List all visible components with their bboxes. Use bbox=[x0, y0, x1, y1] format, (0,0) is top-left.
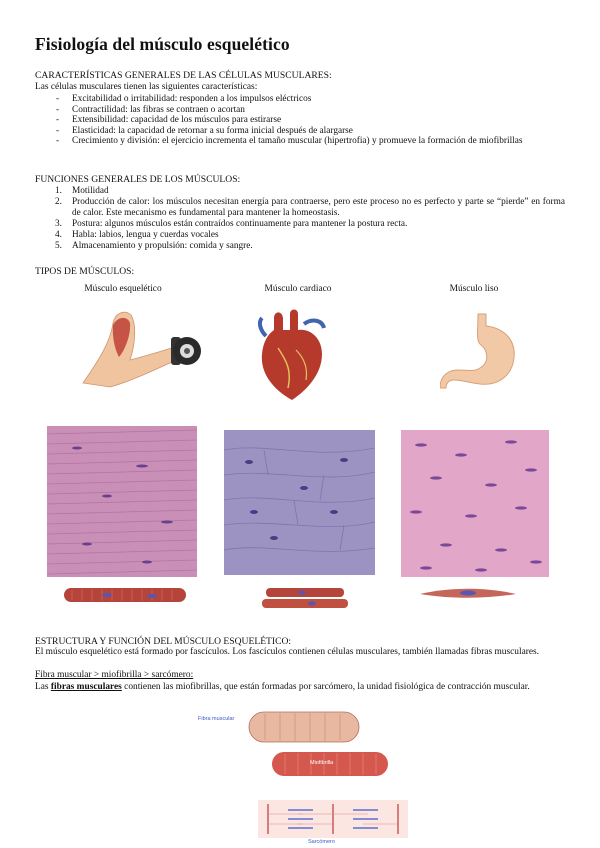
structure-paragraph: El músculo esquelético está formado por fascículos. Los fascículos contienen células musculares, también llamadas fibras musculares. bbox=[35, 647, 540, 657]
text-span: Las bbox=[35, 682, 51, 692]
list-item: - Crecimiento y división: el ejercicio incrementa el tamaño muscular (hipertrofia) y promueve la formación de miofibrillas bbox=[35, 136, 565, 147]
list-item bbox=[35, 230, 565, 241]
heart-illustration bbox=[252, 308, 332, 403]
myofibril-label: Miofibrilla bbox=[310, 760, 334, 766]
item-text: Producción de calor: los músculos necesitan energía para contraerse, pero este proceso no es perfecto y parte se “pierde” en forma de calor. Este mecanismo es fundamental para mantener la homeostasis. bbox=[72, 197, 565, 218]
item-text: Almacenamiento y propulsión: comida y sangre. bbox=[72, 241, 253, 251]
skeletal-fiber-drawing bbox=[62, 584, 188, 606]
characteristics-intro: Las células musculares tienen las siguientes características: bbox=[35, 82, 258, 92]
item-text: Postura: algunos músculos están contraídos continuamente para mantener la postura recta. bbox=[72, 219, 408, 229]
list-item bbox=[35, 186, 565, 197]
cardiac-fiber-drawing bbox=[262, 586, 350, 612]
item-text: Habla: labios, lengua y cuerdas vocales bbox=[72, 230, 219, 240]
item-number: 1. bbox=[55, 186, 62, 196]
cardiac-label: Músculo cardiaco bbox=[264, 284, 332, 294]
emphasis-span: fibras musculares bbox=[50, 682, 122, 692]
flexed-arm-illustration bbox=[75, 305, 205, 390]
list-item: - Extensibilidad: capacidad de los músculos para estirarse bbox=[35, 115, 565, 126]
fiber-paragraph bbox=[35, 682, 563, 693]
skeletal-tissue-micrograph bbox=[47, 426, 197, 577]
smooth-label: Músculo liso bbox=[449, 284, 499, 294]
item-number: 5. bbox=[55, 241, 62, 251]
smooth-tissue-micrograph bbox=[401, 430, 549, 577]
list-item: - Elasticidad: la capacidad de retornar a su forma inicial después de alargarse bbox=[35, 126, 565, 137]
types-heading: TIPOS DE MÚSCULOS: bbox=[35, 266, 135, 277]
item-number: 3. bbox=[55, 219, 62, 229]
list-item: - Excitabilidad o irritabilidad: responden a los impulsos eléctricos bbox=[35, 94, 565, 105]
stomach-illustration bbox=[440, 310, 525, 395]
item-text: Motilidad bbox=[72, 186, 109, 196]
item-number: 2. bbox=[55, 197, 62, 207]
list-item: - Contractilidad: las fibras se contraen o acortan bbox=[35, 105, 565, 116]
functions-list bbox=[35, 186, 565, 252]
muscle-fiber-drawing bbox=[245, 708, 365, 748]
fiber-hierarchy-diagram bbox=[190, 708, 410, 848]
sarcomere-drawing bbox=[258, 800, 408, 838]
page-title: Fisiología del músculo esquelético bbox=[35, 34, 290, 54]
list-item bbox=[35, 241, 565, 252]
fiber-label: Fibra muscular bbox=[198, 716, 235, 722]
cardiac-tissue-micrograph bbox=[224, 430, 375, 575]
characteristics-heading: CARACTERÍSTICAS GENERALES DE LAS CÉLULAS MUSCULARES: bbox=[35, 70, 332, 81]
functions-heading: FUNCIONES GENERALES DE LOS MÚSCULOS: bbox=[35, 174, 241, 185]
sarcomere-label: Sarcómero bbox=[308, 839, 335, 845]
hierarchy-line: Fibra muscular > miofibrilla > sarcómero: bbox=[35, 670, 194, 680]
item-number: 4. bbox=[55, 230, 62, 240]
text-span: contienen las miofibrillas, que están formadas por sarcómero, la unidad fisiológica de contracción muscular. bbox=[121, 682, 530, 692]
list-item bbox=[35, 197, 565, 219]
skeletal-label: Músculo esquelético bbox=[84, 284, 162, 294]
structure-heading: ESTRUCTURA Y FUNCIÓN DEL MÚSCULO ESQUELÉTICO: bbox=[35, 636, 292, 647]
characteristics-list bbox=[35, 94, 565, 147]
list-item bbox=[35, 219, 565, 230]
smooth-fiber-drawing bbox=[420, 585, 516, 601]
